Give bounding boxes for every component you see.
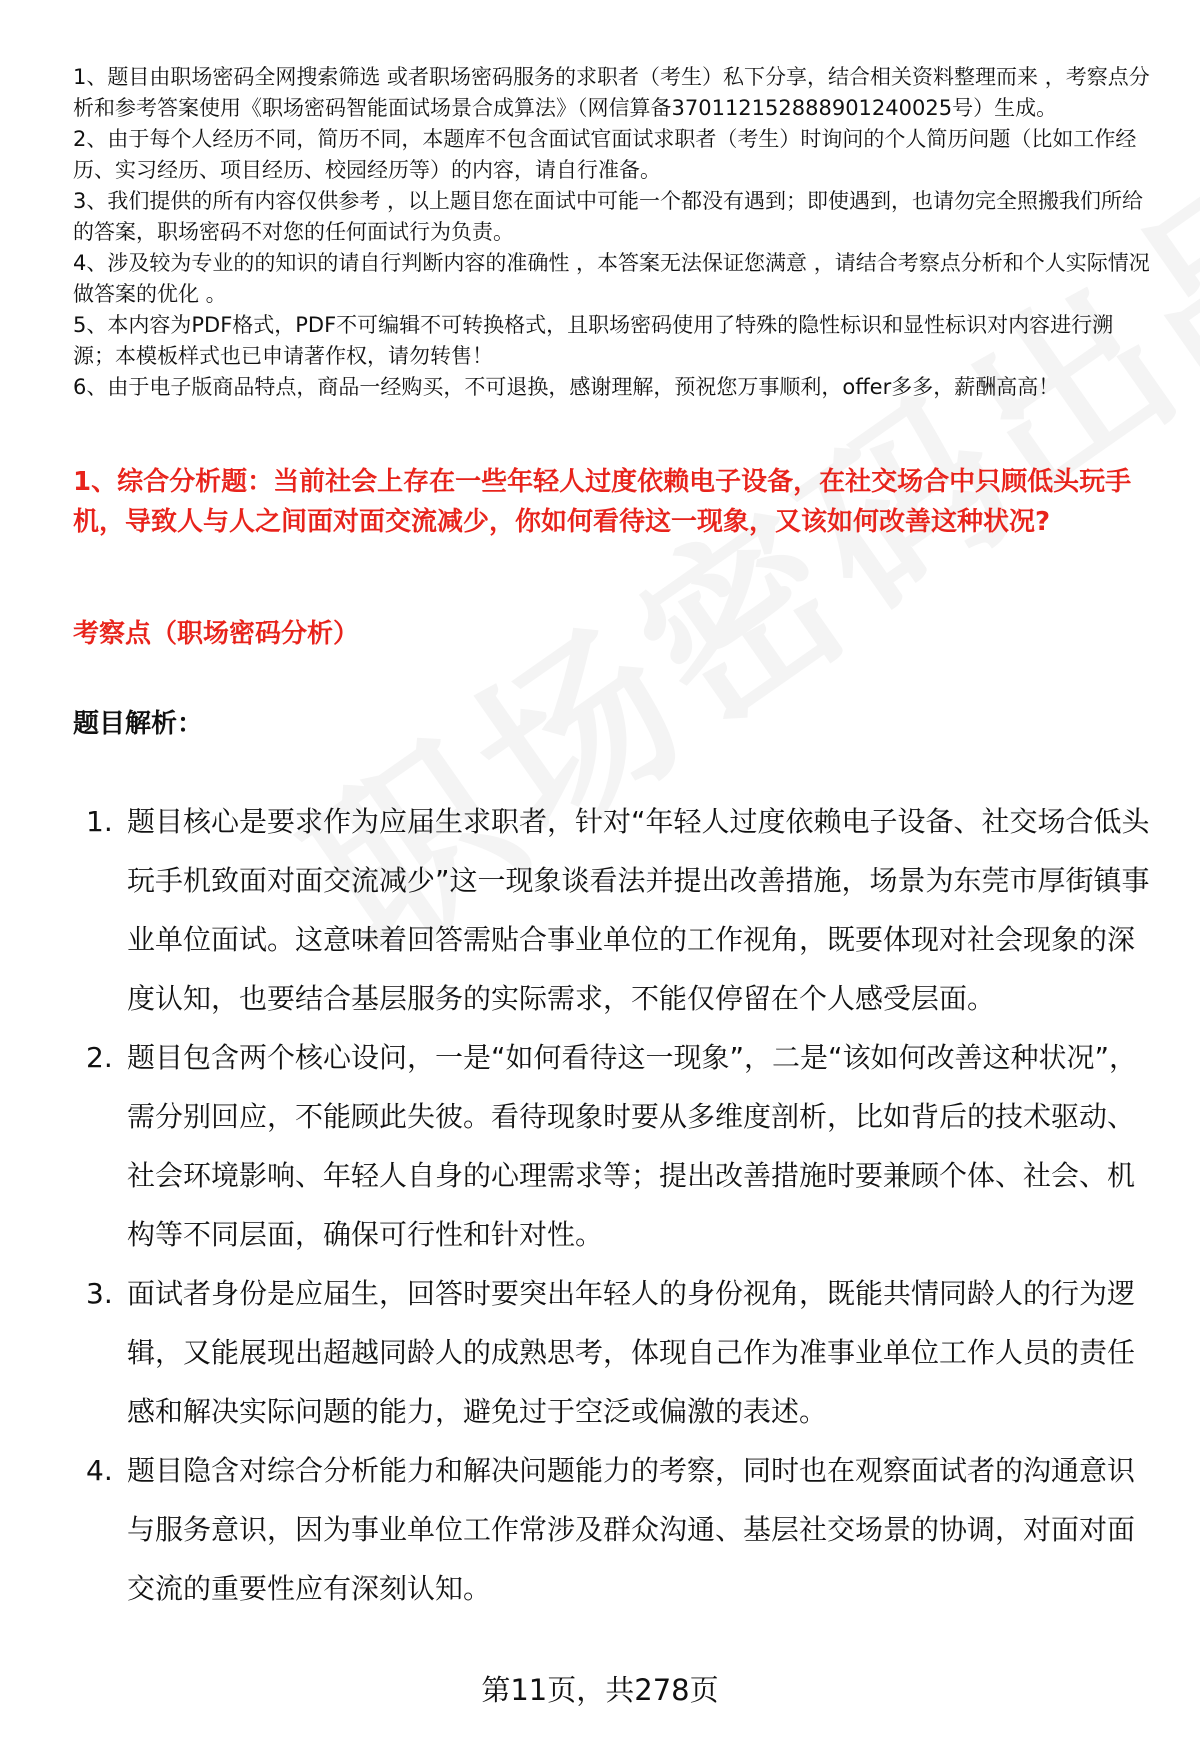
page-footer: 第11页，共278页 bbox=[481, 1673, 719, 1707]
note-3: 3、我们提供的所有内容仅供参考 ，以上题目您在面试中可能一个都没有遇到；即使遇到，也请勿完全照搬我们所给的答案，职场密码不对您的任何面试行为负责。 bbox=[73, 189, 1144, 244]
list-item bbox=[86, 1264, 1152, 1441]
list-item bbox=[86, 1441, 1152, 1618]
note-1: 1、题目由职场密码全网搜索筛选 或者职场密码服务的求职者（考生）私下分享，结合相关资料整理而来 ，考察点分析和参考答案使用《职场密码智能面试场景合成算法》（网信算备370112152888901240025号）生成。 bbox=[73, 65, 1150, 120]
list-number: 3. bbox=[86, 1277, 113, 1310]
list-text: 题目核心是要求作为应届生求职者，针对“年轻人过度依赖电子设备、社交场合低头玩手机致面对面交流减少”这一现象谈看法并提出改善措施，场景为东莞市厚街镇事业单位面试。这意味着回答需贴合事业单位的工作视角，既要体现对社会现象的深度认知，也要结合基层服务的实际需求，不能仅停留在个人感受层面。 bbox=[127, 805, 1150, 1015]
kaochadian-heading: 考察点（职场密码分析） bbox=[73, 619, 360, 649]
analysis-heading: 题目解析： bbox=[73, 709, 204, 739]
list-item bbox=[86, 1028, 1152, 1264]
list-item bbox=[86, 792, 1152, 1028]
list-number: 2. bbox=[86, 1041, 113, 1074]
list-text: 题目隐含对综合分析能力和解决问题能力的考察，同时也在观察面试者的沟通意识与服务意识，因为事业单位工作常涉及群众沟通、基层社交场景的协调，对面对面交流的重要性应有深刻认知。 bbox=[127, 1454, 1136, 1605]
list-text: 题目包含两个核心设问，一是“如何看待这一现象”，二是“该如何改善这种状况”，需分别回应，不能顾此失彼。看待现象时要从多维度剖析，比如背后的技术驱动、社会环境影响、年轻人自身的心理需求等；提出改善措施时要兼顾个体、社会、机构等不同层面，确保可行性和针对性。 bbox=[127, 1041, 1138, 1251]
note-6: 6、由于电子版商品特点，商品一经购买，不可退换，感谢理解，预祝您万事顺利，offer多多，薪酬高高！ bbox=[73, 375, 1060, 399]
note-4: 4、涉及较为专业的的知识的请自行判断内容的准确性 ，本答案无法保证您满意 ，请结合考察点分析和个人实际情况做答案的优化 。 bbox=[73, 251, 1150, 306]
list-text: 面试者身份是应届生，回答时要突出年轻人的身份视角，既能共情同龄人的行为逻辑，又能展现出超越同龄人的成熟思考，体现自己作为准事业单位工作人员的责任感和解决实际问题的能力，避免过于空泛或偏激的表述。 bbox=[127, 1277, 1136, 1428]
list-number: 4. bbox=[86, 1454, 113, 1487]
note-5: 5、本内容为PDF格式，PDF不可编辑不可转换格式，且职场密码使用了特殊的隐性标识和显性标识对内容进行溯源；本模板样式也已申请著作权，请勿转售！ bbox=[73, 313, 1114, 368]
list-number: 1. bbox=[86, 805, 113, 838]
analysis-list bbox=[86, 792, 1152, 1618]
question-title: 1、综合分析题：当前社会上存在一些年轻人过度依赖电子设备，在社交场合中只顾低头玩手机，导致人与人之间面对面交流减少，你如何看待这一现象，又该如何改善这种状况? bbox=[73, 467, 1132, 537]
note-2: 2、由于每个人经历不同，简历不同，本题库不包含面试官面试求职者（考生）时询问的个人简历问题（比如工作经历、实习经历、项目经历、校园经历等）的内容，请自行准备。 bbox=[73, 127, 1137, 182]
disclaimer-notes bbox=[73, 62, 1153, 403]
